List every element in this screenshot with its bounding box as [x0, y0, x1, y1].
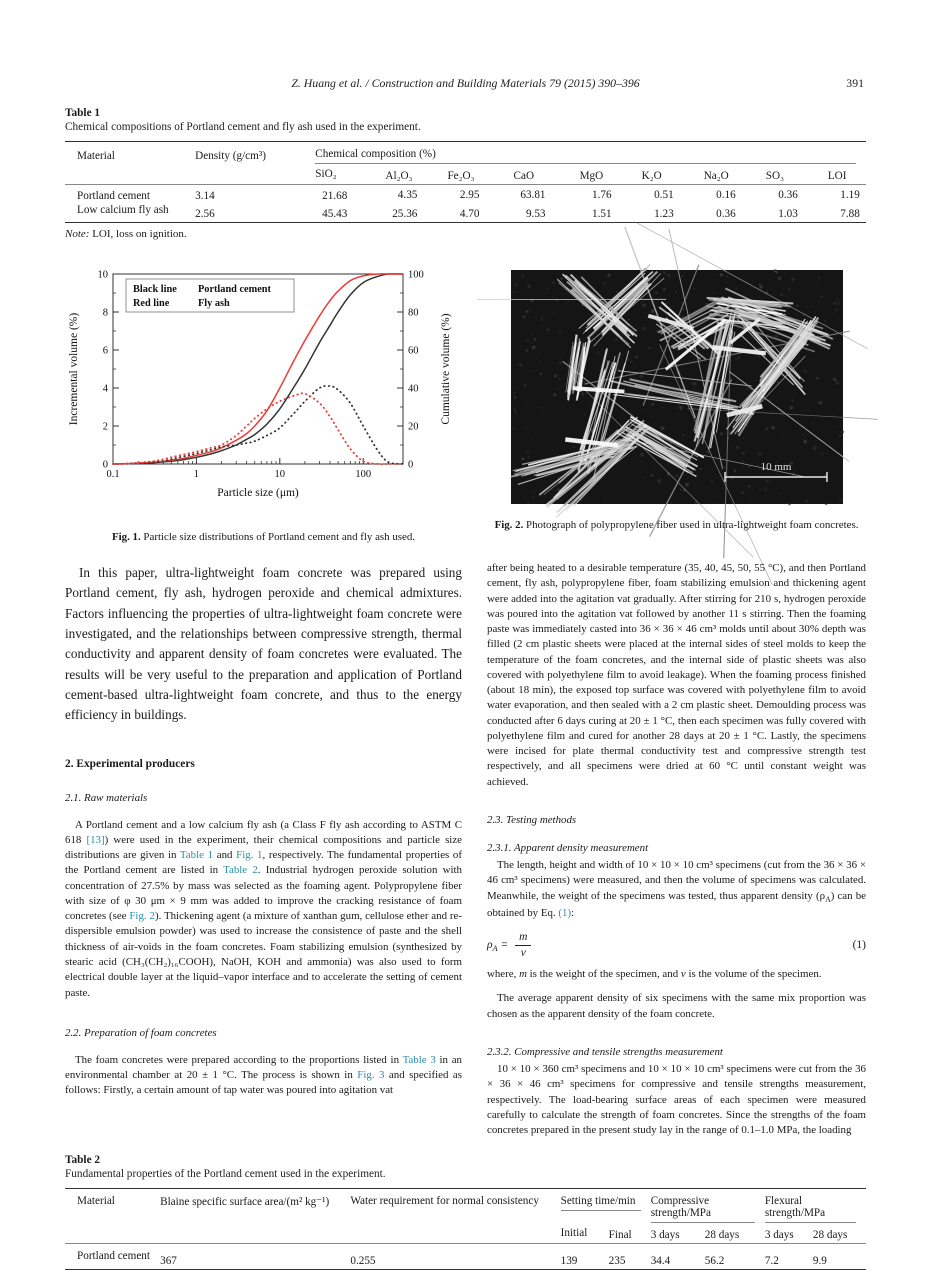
section-2-1-heading: 2.1. Raw materials — [65, 792, 462, 804]
table2 — [65, 1188, 866, 1270]
table1-col-material: Material — [65, 142, 195, 165]
fiber-photo — [511, 270, 843, 504]
table2-sub-3days-f: 3 days — [765, 1223, 813, 1244]
svg-text:Particle size (μm): Particle size (μm) — [217, 487, 299, 499]
ref-link[interactable]: Fig. 1 — [236, 849, 262, 861]
table1-label: Table 1 — [65, 107, 866, 119]
particle-size-chart — [65, 266, 462, 516]
table-row: Portland cement 367 0.255 139 235 34.4 56.2 7.2 9.9 — [65, 1244, 866, 1270]
table2-sub-initial: Initial — [561, 1223, 609, 1244]
left-column — [65, 266, 462, 1099]
svg-text:0: 0 — [408, 460, 413, 471]
section-2-3-2-text: 10 × 10 × 360 cm³ specimens and 10 × 10 × 10 cm³ specimens were cut from the 36 × 36 × 46 cm³ specimens for compressive and tensile strengths measurement, respectively. The load-bearing surface areas of each specimen were measured carefully to calculate the strength of foam concretes. Since the strengths of the foam concretes prepared in the present study lay in the range of 0.1–1.0 MPa, the loading — [487, 1062, 866, 1138]
svg-text:10 mm: 10 mm — [760, 461, 791, 473]
svg-text:80: 80 — [408, 308, 419, 319]
table1-sub-al2o3: Al₂O₃ — [385, 164, 447, 185]
ref-link[interactable]: Fig. 3 — [357, 1069, 384, 1081]
table2-label: Table 2 — [65, 1154, 866, 1166]
table2-sub-3days-c: 3 days — [651, 1223, 705, 1244]
svg-text:10: 10 — [275, 469, 286, 480]
svg-text:0: 0 — [103, 460, 108, 471]
table1-caption: Chemical compositions of Portland cement and fly ash used in the experiment. — [65, 121, 866, 133]
right-column — [487, 266, 866, 1138]
table2-col-water: Water requirement for normal consistency — [350, 1189, 560, 1224]
table1-col-density: Density (g/cm³) — [195, 142, 315, 165]
table2-sub-28days-f: 28 days — [813, 1223, 866, 1244]
svg-text:8: 8 — [103, 308, 108, 319]
equation-1: $\rho_A$ = $\frac{m}{v}$ (1) — [487, 931, 866, 959]
section-2-3-heading: 2.3. Testing methods — [487, 814, 866, 826]
table-row: Portland cement 3.14 21.68 4.35 2.95 63.81 1.76 0.51 0.16 0.36 1.19 — [65, 185, 866, 204]
running-header — [65, 0, 866, 91]
svg-text:Incremental volume (%): Incremental volume (%) — [68, 313, 80, 426]
table2-sub-final: Final — [609, 1223, 651, 1244]
svg-text:2: 2 — [103, 422, 108, 433]
svg-text:Portland cement: Portland cement — [198, 284, 271, 295]
table1-block — [65, 107, 866, 240]
svg-text:Fly ash: Fly ash — [198, 298, 230, 309]
fig2-photo-wrap — [511, 270, 843, 509]
section-2-3-1-heading: 2.3.1. Apparent density measurement — [487, 842, 866, 854]
table1 — [65, 141, 866, 223]
table2-block — [65, 1154, 866, 1270]
section-2-3-2-heading: 2.3.2. Compressive and tensile strengths measurement — [487, 1046, 866, 1058]
running-header-text: Z. Huang et al. / Construction and Building Materials 79 (2015) 390–396 — [291, 76, 639, 90]
table2-caption: Fundamental properties of the Portland cement used in the experiment. — [65, 1168, 866, 1180]
ref-link[interactable]: Table 3 — [403, 1054, 436, 1066]
svg-text:40: 40 — [408, 384, 419, 395]
section-2-3-1-text: The length, height and width of 10 × 10 × 10 cm³ specimens (cut from the 36 × 36 × 46 cm³ specimens) were measured, and then the volume of specimens was calculated. Meanwhile, the weight of the specimens was tested, thus apparent density $(\rho_A)$ can be obtained by Eq. (1): — [487, 858, 866, 921]
ref-link[interactable]: Table 1 — [180, 849, 213, 861]
section-2-1-text: A Portland cement and a low calcium fly ash (a Class F fly ash according to ASTM C 618 [13]) were used in the experiment, their chemical compositions and particle size distributions are given in Table 1 and Fig. 1, respectively. The fundamental properties of the Portland cement are listed in Table 2. Industrial hydrogen peroxide solution with concentration of 27.5% by mass was selected as the foaming agent. Polypropylene fiber with size of φ 30 μm × 9 mm was added to improve the cracking resistance of foam concretes (see Fig. 2). Thickening agent (a mixture of xanthan gum, cellulose ether and re-dispersible emulsion powder) was used to increase the consistence of paste and the shell thickness of air-voids in the foam concretes. Foam stabilizing emulsion (synthesized by stearic acid (CH₃(CH₂)₁₆COOH), NaOH, KOH and ammonia) was also used to form electrical double layer at the liquid–vapor interface and to accelerate the setting of cement paste. — [65, 818, 462, 1001]
where-line: where, m is the weight of the specimen, and v is the volume of the specimen. — [487, 967, 866, 982]
right-paragraph-1: after being heated to a desirable temperature (35, 40, 45, 50, 55 °C), and then Portland cement, fly ash, polypropylene fiber, foam stabilizing emulsion and thickening agent were added into the agitation vat gradually. After stirring for 210 s, hydrogen peroxide was poured into the agitation vat followed by another 11 s stirring. Then the foaming paste was immediately casted into 36 × 36 × 46 cm³ molds until about 30% depth was filled (2 cm plastic sheets were placed at the internal sides of steel molds to keep the temperature of the foam concretes, and the internal side of plastic sheets was also covered with polyethylene film to avoid leakage). When the foaming process finished (about 18 min), the exposed top surface was covered with polyethylene film to avoid water evaporation, and then sealed with a 2 cm plastic sheet. Demoulding process was conducted after 6 days curing at 20 ± 1 °C, then each specimen was fully covered with polyethylene film and cured for another 28 days at 20 ± 1 °C. Lastly, the specimens were incised for plate thermal conductivity test and compressive strength test respectively, and all specimens were dried at 60 °C until constant weight was achieved. — [487, 561, 866, 790]
fig2-caption: Fig. 2. Photograph of polypropylene fiber used in ultra-lightweight foam concretes. — [487, 519, 866, 531]
svg-text:Red line: Red line — [133, 298, 170, 309]
ref-link[interactable]: Fig. 2 — [129, 910, 155, 922]
table1-sub-cao: CaO — [514, 164, 580, 185]
table1-sub-fe2o3: Fe₂O₃ — [447, 164, 513, 185]
svg-text:10: 10 — [98, 270, 109, 281]
table2-group-setting: Setting time/min — [561, 1189, 651, 1224]
table1-sub-mgo: MgO — [580, 164, 642, 185]
table2-group-flexural: Flexural strength/MPa — [765, 1189, 866, 1224]
equation-number: (1) — [853, 939, 866, 951]
svg-text:0.1: 0.1 — [106, 469, 119, 480]
table1-sub-sio2: SiO₂ — [315, 164, 385, 185]
section-2-heading: 2. Experimental producers — [65, 758, 462, 770]
table1-group-header: Chemical composition (%) — [315, 142, 866, 165]
table1-note: Note: LOI, loss on ignition. — [65, 228, 866, 240]
svg-text:4: 4 — [103, 384, 109, 395]
svg-text:100: 100 — [408, 270, 424, 281]
table1-sub-k2o: K₂O — [642, 164, 704, 185]
section-2-3-1-text2: The average apparent density of six specimens with the same mix proportion was chosen as the apparent density of the foam concrete. — [487, 991, 866, 1022]
section-2-2-text: The foam concretes were prepared according to the proportions listed in Table 3 in an environmental chamber at 20 ± 1 °C. The process is shown in Fig. 3 and specified as follows: Firstly, a certain amount of tap water was poured into agitation vat — [65, 1053, 462, 1099]
svg-text:20: 20 — [408, 422, 419, 433]
section-2-2-heading: 2.2. Preparation of foam concretes — [65, 1027, 462, 1039]
svg-text:60: 60 — [408, 346, 419, 357]
svg-text:Black line: Black line — [133, 284, 177, 295]
svg-text:6: 6 — [103, 346, 108, 357]
table2-col-blaine: Blaine specific surface area/(m² kg⁻¹) — [160, 1189, 350, 1224]
page-number: 391 — [846, 76, 864, 91]
fig1-caption: Fig. 1. Particle size distributions of Portland cement and fly ash used. — [65, 531, 462, 543]
table2-col-material: Material — [65, 1189, 160, 1224]
svg-text:100: 100 — [355, 469, 371, 480]
ref-link[interactable]: [13] — [86, 834, 104, 846]
table1-sub-so3: SO₃ — [766, 164, 828, 185]
table-row: Low calcium fly ash 2.56 45.43 25.36 4.70 9.53 1.51 1.23 0.36 1.03 7.88 — [65, 203, 866, 223]
ref-link[interactable]: (1) — [558, 907, 571, 919]
svg-text:1: 1 — [194, 469, 199, 480]
table2-sub-28days-c: 28 days — [705, 1223, 765, 1244]
table2-group-compressive: Compressive strength/MPa — [651, 1189, 765, 1224]
intro-paragraph: In this paper, ultra-lightweight foam concrete was prepared using Portland cement, fly ash, hydrogen peroxide and chemical admixtures. Factors influencing the properties of ultra-lightweight foam concrete were investigated, and the relationships between compressive strength, thermal conductivity and apparent density of foam concretes were evaluated. The results will be very useful to the preparation and application of Portland cement-based ultra-lightweight foam concrete, and thus to the energy efficiency in buildings. — [65, 563, 462, 726]
svg-text:Cumulative volume (%): Cumulative volume (%) — [440, 313, 452, 424]
ref-link[interactable]: Table 2 — [223, 864, 258, 876]
table1-sub-loi: LOI — [828, 164, 866, 185]
table1-sub-na2o: Na₂O — [704, 164, 766, 185]
